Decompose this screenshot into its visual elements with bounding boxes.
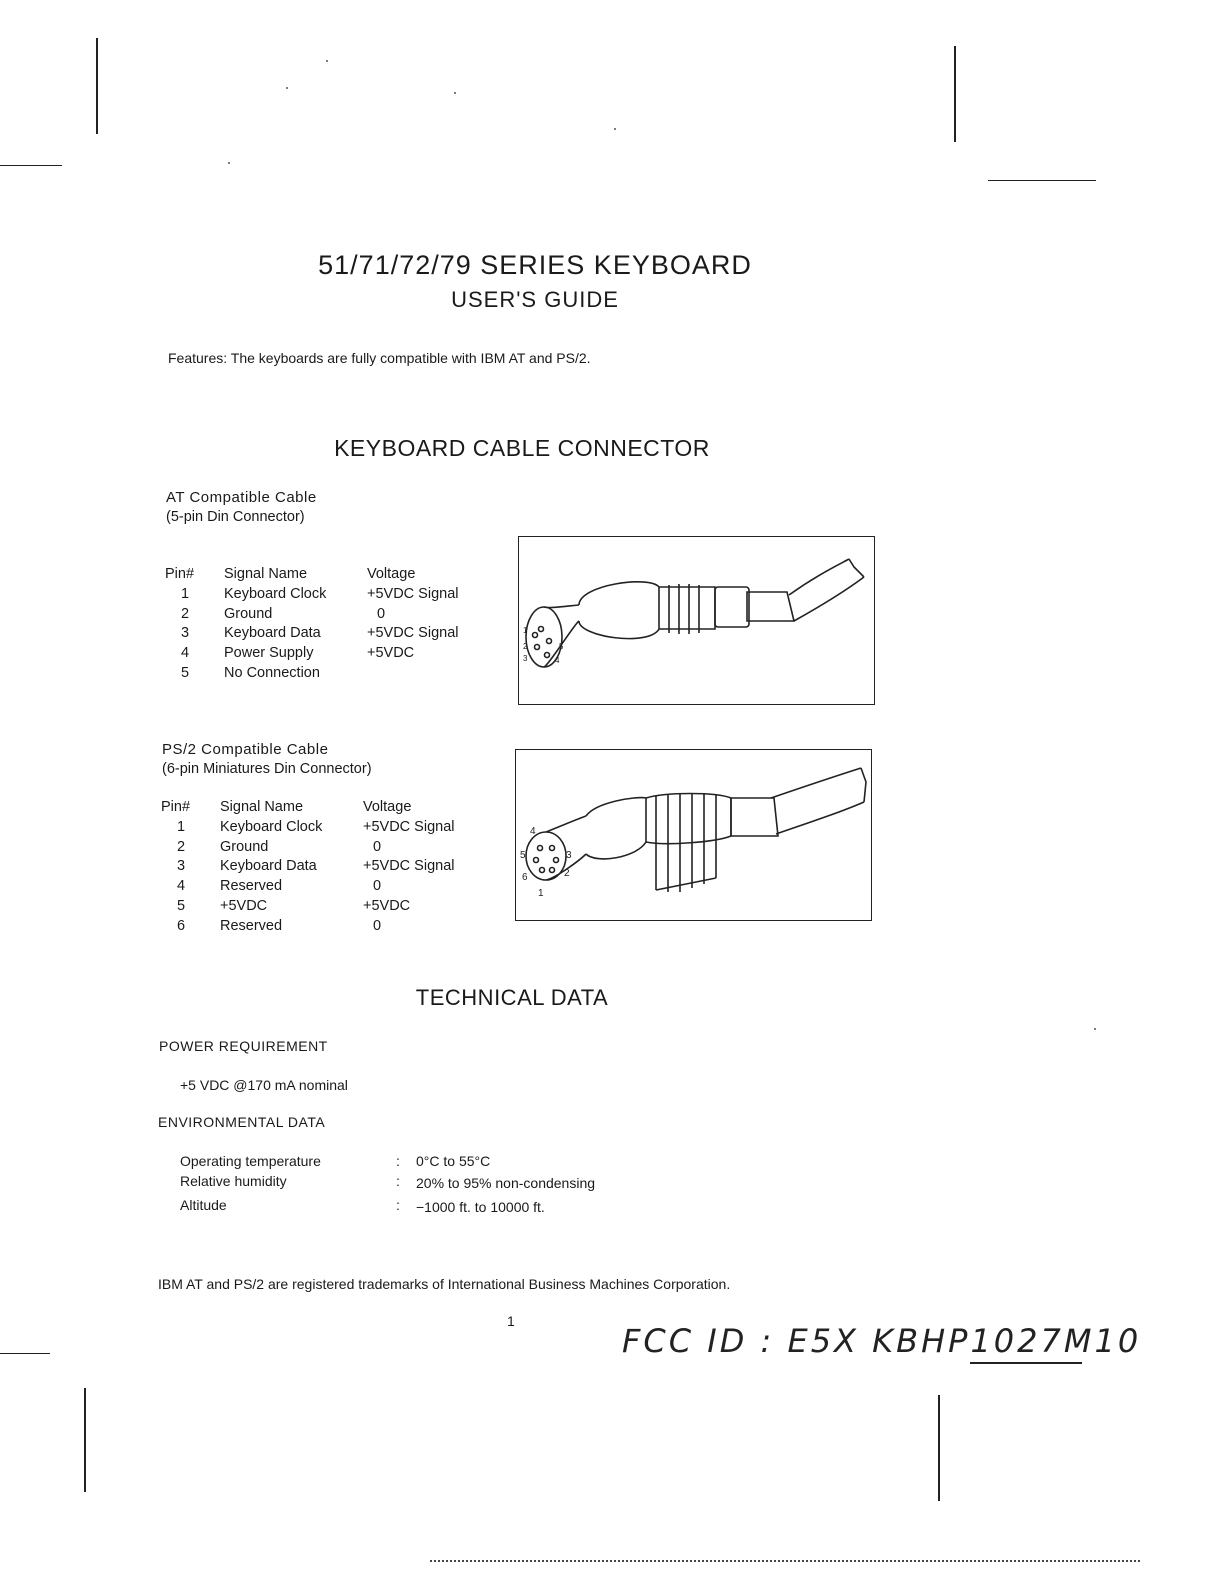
- voltage: 0: [373, 917, 382, 934]
- scan-edge-mark: [96, 38, 98, 134]
- diagram-pin-label: 4: [530, 826, 536, 837]
- at-connector-illustration: [518, 536, 875, 705]
- column-header: Signal Name: [224, 566, 308, 582]
- diagram-pin-label: 2: [564, 868, 570, 879]
- power-requirement-value: +5 VDC @170 mA nominal: [180, 1077, 348, 1093]
- pin-number: 4: [181, 645, 190, 662]
- page-number: 1: [507, 1313, 515, 1329]
- voltage: 0: [373, 878, 382, 895]
- voltage: +5VDC Signal: [363, 858, 455, 875]
- signal-name: No Connection: [224, 664, 320, 681]
- voltage: +5VDC Signal: [367, 585, 459, 602]
- diagram-pin-label: 4: [555, 656, 560, 665]
- scan-speck: [614, 128, 616, 130]
- diagram-pin-label: 5: [520, 850, 526, 861]
- scan-edge-mark: [954, 46, 956, 142]
- scan-edge-mark: [84, 1388, 86, 1492]
- env-row-humidity: [180, 1173, 640, 1193]
- signal-name: Ground: [224, 605, 273, 622]
- at-cable-subtitle: (5-pin Din Connector): [166, 509, 305, 525]
- signal-name: Keyboard Clock: [220, 818, 323, 835]
- pin-number: 3: [181, 625, 190, 642]
- env-label: Operating temperature: [180, 1153, 321, 1169]
- column-header: Voltage: [363, 799, 412, 815]
- diagram-pin-label: 6: [522, 872, 528, 883]
- pin-number: 3: [177, 858, 186, 875]
- signal-name: Reserved: [220, 878, 283, 895]
- signal-name: Power Supply: [224, 645, 314, 662]
- scan-speck: [1094, 1028, 1096, 1030]
- voltage: +5VDC: [363, 897, 411, 914]
- scan-edge-mark: [988, 180, 1096, 181]
- trademark-notice: IBM AT and PS/2 are registered trademarks of International Business Machines Corporation.: [158, 1276, 731, 1292]
- env-colon: :: [396, 1173, 400, 1189]
- signal-name: Ground: [220, 838, 269, 855]
- pin-number: 6: [177, 917, 186, 934]
- connector-heading: KEYBOARD CABLE CONNECTOR: [334, 435, 710, 461]
- voltage: +5VDC: [367, 645, 415, 662]
- pin-number: 5: [177, 897, 186, 914]
- technical-data-heading: TECHNICAL DATA: [415, 985, 609, 1010]
- diagram-pin-label: 3: [523, 654, 528, 663]
- pin-number: 4: [177, 878, 186, 895]
- diagram-pin-label: 5: [559, 642, 564, 651]
- signal-name: Keyboard Clock: [224, 585, 327, 602]
- env-label: Altitude: [180, 1197, 227, 1213]
- env-label: Relative humidity: [180, 1173, 287, 1189]
- pin-number: 2: [177, 838, 186, 855]
- voltage: +5VDC Signal: [363, 818, 455, 835]
- diagram-pin-label: 2: [523, 642, 528, 651]
- env-colon: :: [396, 1197, 400, 1213]
- document-title: 51/71/72/79 SERIES KEYBOARD: [318, 250, 752, 280]
- diagram-pin-label: 1: [523, 626, 528, 635]
- column-header: Pin#: [161, 799, 191, 815]
- pin-number: 5: [181, 664, 190, 681]
- voltage: +5VDC Signal: [367, 625, 459, 642]
- env-row-temperature: [180, 1153, 640, 1173]
- power-requirement-heading: POWER REQUIREMENT: [159, 1038, 328, 1054]
- pin-number: 2: [181, 605, 190, 622]
- env-value: 0°C to 55°C: [416, 1153, 491, 1169]
- document-subtitle: USER'S GUIDE: [451, 287, 619, 312]
- pin-number: 1: [177, 818, 186, 835]
- ps2-cable-subtitle: (6-pin Miniatures Din Connector): [162, 761, 372, 777]
- scan-edge-mark: [938, 1395, 940, 1501]
- column-header: Voltage: [367, 566, 416, 582]
- scan-speck: [454, 92, 456, 94]
- scan-speck: [228, 162, 230, 164]
- ps2-connector-illustration: [515, 749, 872, 921]
- diagram-pin-label: 3: [566, 850, 572, 861]
- at-cable-title: AT Compatible Cable: [166, 489, 317, 506]
- ps2-cable-title: PS/2 Compatible Cable: [162, 741, 329, 758]
- ps2-connector-drawing: [516, 750, 871, 920]
- diagram-pin-label: 1: [538, 888, 544, 899]
- signal-name: Keyboard Data: [220, 858, 317, 875]
- voltage: 0: [373, 838, 382, 855]
- signal-name: Keyboard Data: [224, 625, 321, 642]
- env-row-altitude: [180, 1197, 640, 1217]
- at-connector-drawing: [519, 537, 874, 704]
- env-colon: :: [396, 1153, 400, 1169]
- features-text: Features: The keyboards are fully compatible with IBM AT and PS/2.: [168, 350, 591, 366]
- pin-number: 1: [181, 585, 190, 602]
- scan-bottom-edge: [430, 1560, 1140, 1566]
- column-header: Pin#: [165, 566, 195, 582]
- environmental-data-heading: ENVIRONMENTAL DATA: [158, 1114, 326, 1130]
- voltage: 0: [377, 605, 386, 622]
- scan-edge-mark: [0, 1353, 50, 1354]
- column-header: Signal Name: [220, 799, 304, 815]
- env-value: −1000 ft. to 10000 ft.: [416, 1199, 545, 1215]
- scan-speck: [286, 87, 288, 89]
- env-value: 20% to 95% non-condensing: [416, 1175, 596, 1191]
- signal-name: Reserved: [220, 917, 283, 934]
- scan-edge-mark: [0, 165, 62, 166]
- fcc-underline: [970, 1362, 1082, 1364]
- signal-name: +5VDC: [220, 897, 268, 914]
- scan-speck: [326, 60, 328, 62]
- fcc-id-handwritten: FCC ID : E5X KBHP1027M10: [622, 1322, 1142, 1360]
